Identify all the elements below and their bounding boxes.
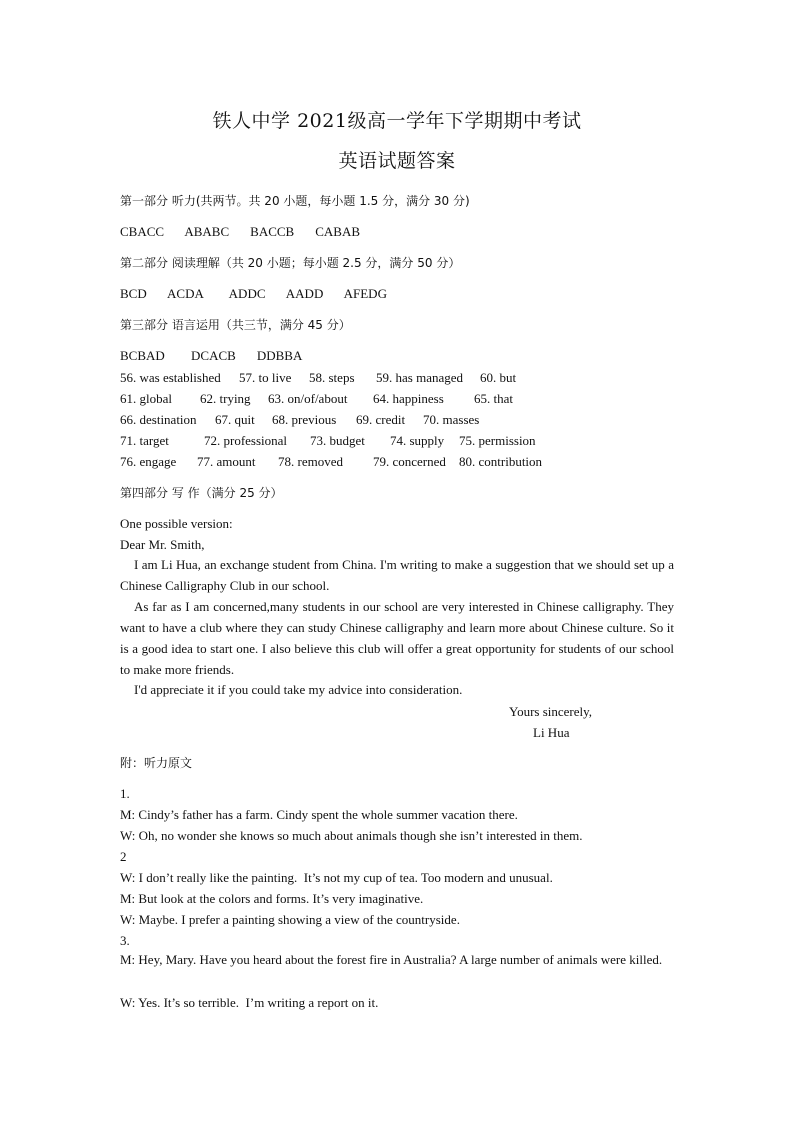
page-subtitle: 英语试题答案 — [338, 150, 456, 172]
transcript-line: 3. — [120, 933, 130, 948]
answer-item: 68. previous — [272, 412, 337, 427]
answer-item: 77. amount — [197, 454, 256, 469]
part3-heading: 第三部分 语言运用（共三节，满分 45 分） — [120, 318, 351, 332]
answer-item: 70. masses — [423, 412, 480, 427]
answer-item: 74. supply — [390, 433, 445, 448]
answer-item: 59. has managed — [376, 370, 464, 385]
answer-item: 75. permission — [459, 433, 536, 448]
answer-item: 76. engage — [120, 454, 177, 469]
answer-item: 57. to live — [239, 370, 292, 385]
transcript-line: M: Cindy’s father has a farm. Cindy spent the whole summer vacation there. — [120, 807, 518, 822]
answer-item: 73. budget — [310, 433, 365, 448]
answer-item: 63. on/of/about — [268, 391, 348, 406]
transcript-line: W: I don’t really like the painting. It’s not my cup of tea. Too modern and unusual. — [120, 870, 553, 885]
answer-item: 60. but — [480, 370, 517, 385]
answer-item: 72. professional — [204, 433, 288, 448]
transcript-line: M: But look at the colors and forms. It’s very imaginative. — [120, 891, 424, 906]
answer-item: 71. target — [120, 433, 169, 448]
answer-item: 67. quit — [215, 412, 255, 427]
transcript-line: W: Oh, no wonder she knows so much about animals though she isn’t interested in them. — [120, 828, 583, 843]
part1-answers: CBACC ABABC BACCB CABAB — [120, 224, 361, 239]
answer-item: 78. removed — [278, 454, 343, 469]
essay-closing: Yours sincerely, — [509, 704, 593, 719]
answer-item: 56. was established — [120, 370, 221, 385]
part2-heading: 第二部分 阅读理解（共 20 小题；每小题 2.5 分，满分 50 分） — [120, 256, 461, 270]
essay-paragraph-2: As far as I am concerned,many students in our school are very interested in Chinese calligraphy. They want to have a club where they can study Chinese calligraphy and learn more about Chinese culture. So it is a good idea to start one. I also believe this club will offer a great opportunity for students of our school to make more friends. — [120, 599, 674, 677]
essay-signature: Li Hua — [533, 725, 570, 740]
part3-answers: BCBAD DCACB DDBBA — [120, 348, 303, 363]
page-title: 铁人中学 2021级高一学年下学期期中考试 — [212, 110, 582, 132]
answer-item: 79. concerned — [373, 454, 446, 469]
essay-intro: One possible version: — [120, 516, 233, 531]
transcript-line: W: Yes. It’s so terrible. I’m writing a report on it. — [120, 995, 379, 1010]
answer-item: 58. steps — [309, 370, 355, 385]
transcript-line: W: Maybe. I prefer a painting showing a view of the countryside. — [120, 912, 460, 927]
part2-answers: BCD ACDA ADDC AADD AFEDG — [120, 286, 387, 301]
part4-heading: 第四部分 写 作（满分 25 分） — [120, 486, 283, 500]
essay-paragraph-1: I am Li Hua, an exchange student from China. I'm writing to make a suggestion that we should set up a Chinese Calligraphy Club in our school. — [120, 557, 674, 593]
answer-item: 69. credit — [356, 412, 406, 427]
transcript-line: 2 — [120, 849, 127, 864]
answer-item: 65. that — [474, 391, 513, 406]
transcript-line: M: Hey, Mary. Have you heard about the forest fire in Australia? A large number of animals were killed. — [120, 952, 663, 967]
essay-salutation: Dear Mr. Smith, — [120, 537, 205, 552]
answer-item: 62. trying — [200, 391, 251, 406]
answer-item: 66. destination — [120, 412, 197, 427]
answer-item: 64. happiness — [373, 391, 444, 406]
answer-item: 80. contribution — [459, 454, 543, 469]
answer-item: 61. global — [120, 391, 172, 406]
appendix-heading: 附：听力原文 — [120, 756, 193, 770]
essay-paragraph-3: I'd appreciate it if you could take my advice into consideration. — [134, 682, 463, 697]
transcript-line: 1. — [120, 786, 130, 801]
part1-heading: 第一部分 听力(共两节。共 20 小题，每小题 1.5 分，满分 30 分) — [120, 194, 470, 208]
